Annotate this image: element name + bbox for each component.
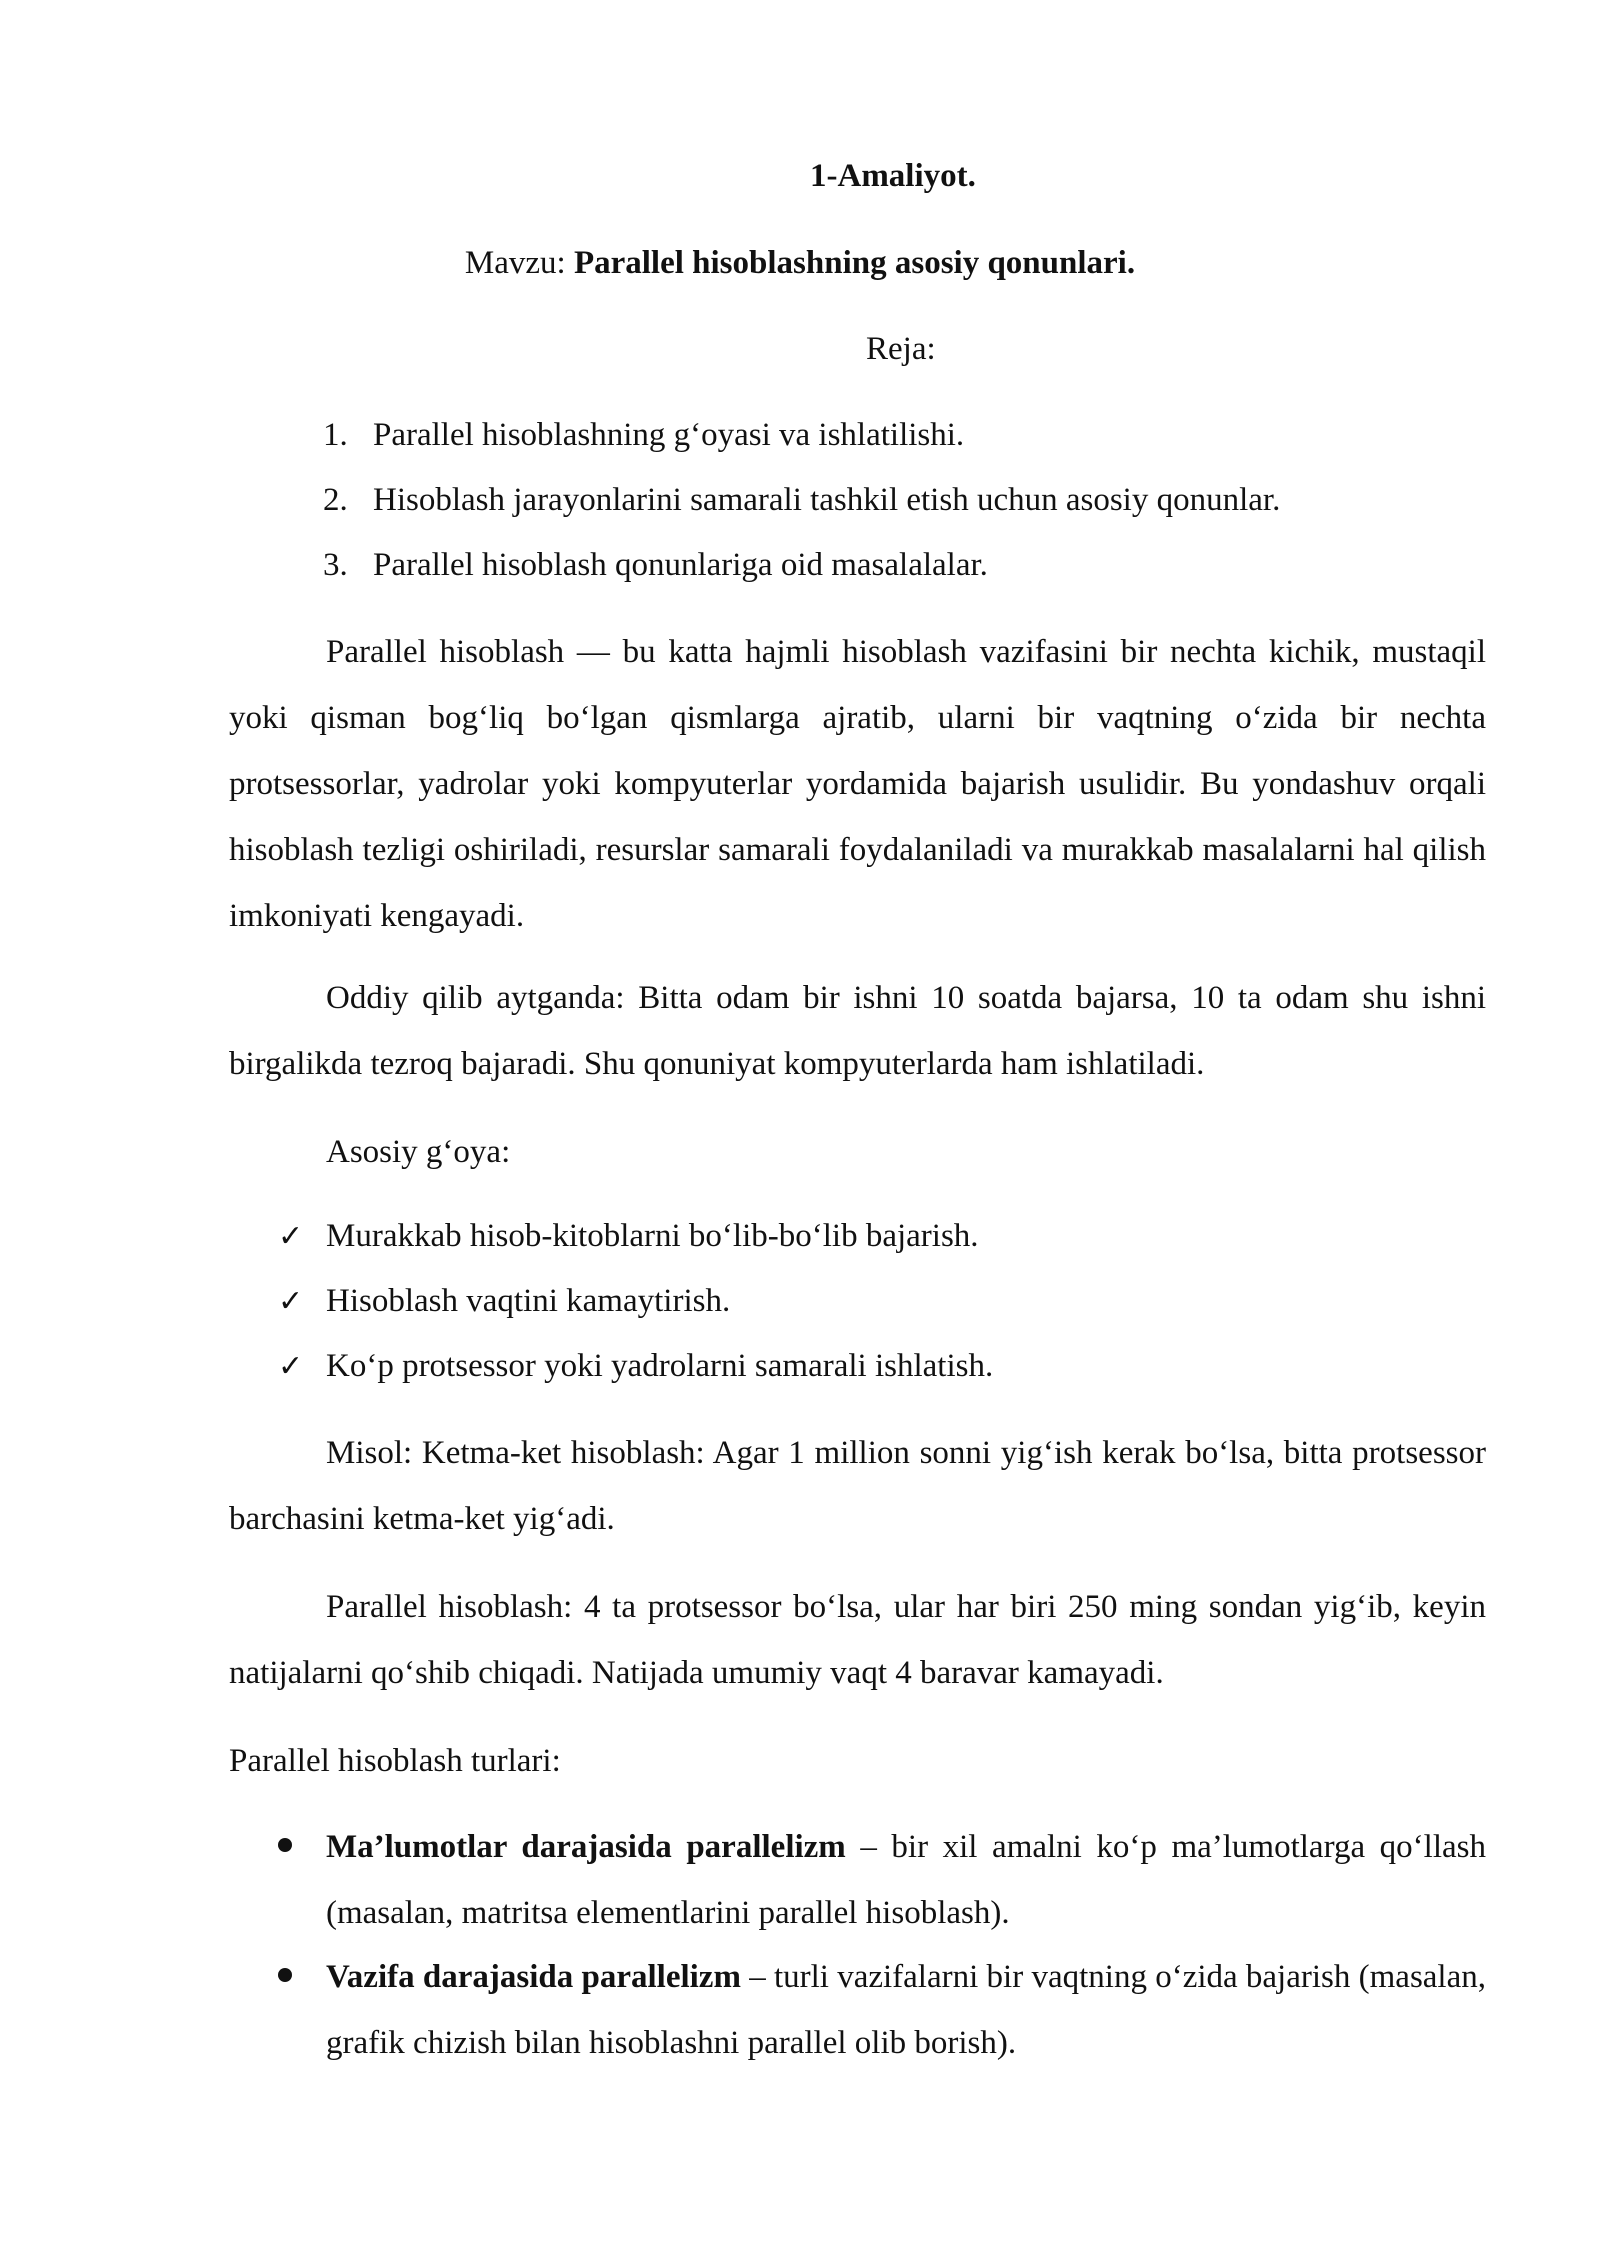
- plan-item-number: 2.: [323, 482, 348, 518]
- check-item: [278, 1203, 979, 1270]
- check-item-text: Hisoblash vaqtini kamaytirish.: [326, 1283, 731, 1319]
- plan-item-text: Parallel hisoblashning g‘oyasi va ishlatilishi.: [373, 417, 965, 453]
- type-item: [326, 1944, 1486, 2076]
- checkmark-icon: ✓: [278, 1349, 304, 1384]
- intro-paragraph: Parallel hisoblash — bu katta hajmli hisoblash vazifasini bir nechta kichik, mustaqil yoki qisman bog‘liq bo‘lgan qismlarga ajratib, ularni bir vaqtning o‘zida bir nechta protsessorlar, yadrolar yoki kompyuterlar yordamida bajarish usulidir. Bu yondashuv orqali hisoblash tezligi oshiriladi, resurslar samarali foydalaniladi va murakkab masalalarni hal qilish imkoniyati kengayadi.: [229, 634, 1486, 934]
- main-idea-label: Asosiy g‘oya:: [326, 1134, 511, 1170]
- plan-item-number: 3.: [323, 547, 348, 583]
- topic-line: [0, 230, 1600, 296]
- type-description: – bir xil amalni ko‘p ma’lumotlarga qo‘llash (masalan, matritsa elementlarini parallel hisoblash).: [326, 1829, 1486, 1931]
- simple-explanation-paragraph: Oddiy qilib aytganda: Bitta odam bir ishni 10 soatda bajarsa, 10 ta odam shu ishni birgalikda tezroq bajaradi. Shu qonuniyat kompyuterlarda ham ishlatiladi.: [229, 980, 1486, 1082]
- plan-item-text: Hisoblash jarayonlarini samarali tashkil etish uchun asosiy qonunlar.: [373, 482, 1281, 518]
- example-parallel-paragraph: Parallel hisoblash: 4 ta protsessor bo‘lsa, ular har biri 250 ming sondan yig‘ib, keyin natijalarni qo‘shib chiqadi. Natijada umumiy vaqt 4 baravar kamayadi.: [229, 1589, 1486, 1691]
- plan-item: [323, 532, 988, 598]
- checkmark-icon: ✓: [278, 1219, 304, 1254]
- topic-title: Parallel hisoblashning asosiy qonunlari.: [573, 245, 1136, 281]
- check-item-text: Ko‘p protsessor yoki yadrolarni samarali ishlatish.: [326, 1348, 994, 1384]
- check-item: [278, 1333, 993, 1400]
- plan-label: Reja:: [866, 331, 936, 367]
- plan-item-number: 1.: [323, 417, 348, 453]
- check-item-text: Murakkab hisob-kitoblarni bo‘lib-bo‘lib bajarish.: [326, 1218, 979, 1254]
- types-label: Parallel hisoblash turlari:: [229, 1743, 561, 1779]
- check-item: [278, 1268, 730, 1335]
- topic-label: Mavzu:: [464, 245, 574, 281]
- bullet-icon: [278, 1838, 292, 1852]
- plan-item: [323, 402, 964, 468]
- bullet-icon: [278, 1968, 292, 1982]
- practice-title: 1-Amaliyot.: [810, 158, 976, 194]
- example-sequential-paragraph: Misol: Ketma-ket hisoblash: Agar 1 million sonni yig‘ish kerak bo‘lsa, bitta protsessor barchasini ketma-ket yig‘adi.: [229, 1435, 1486, 1537]
- type-term: Ma’lumotlar darajasida parallelizm: [326, 1829, 846, 1865]
- checkmark-icon: ✓: [278, 1284, 304, 1319]
- type-description: – turli vazifalarni bir vaqtning o‘zida bajarish (masalan, grafik chizish bilan hisoblashni parallel olib borish).: [326, 1959, 1486, 2061]
- type-item: [326, 1814, 1486, 1946]
- type-term: Vazifa darajasida parallelizm: [326, 1959, 741, 1995]
- plan-item-text: Parallel hisoblash qonunlariga oid masalalalar.: [373, 547, 988, 583]
- plan-item: [323, 467, 1280, 533]
